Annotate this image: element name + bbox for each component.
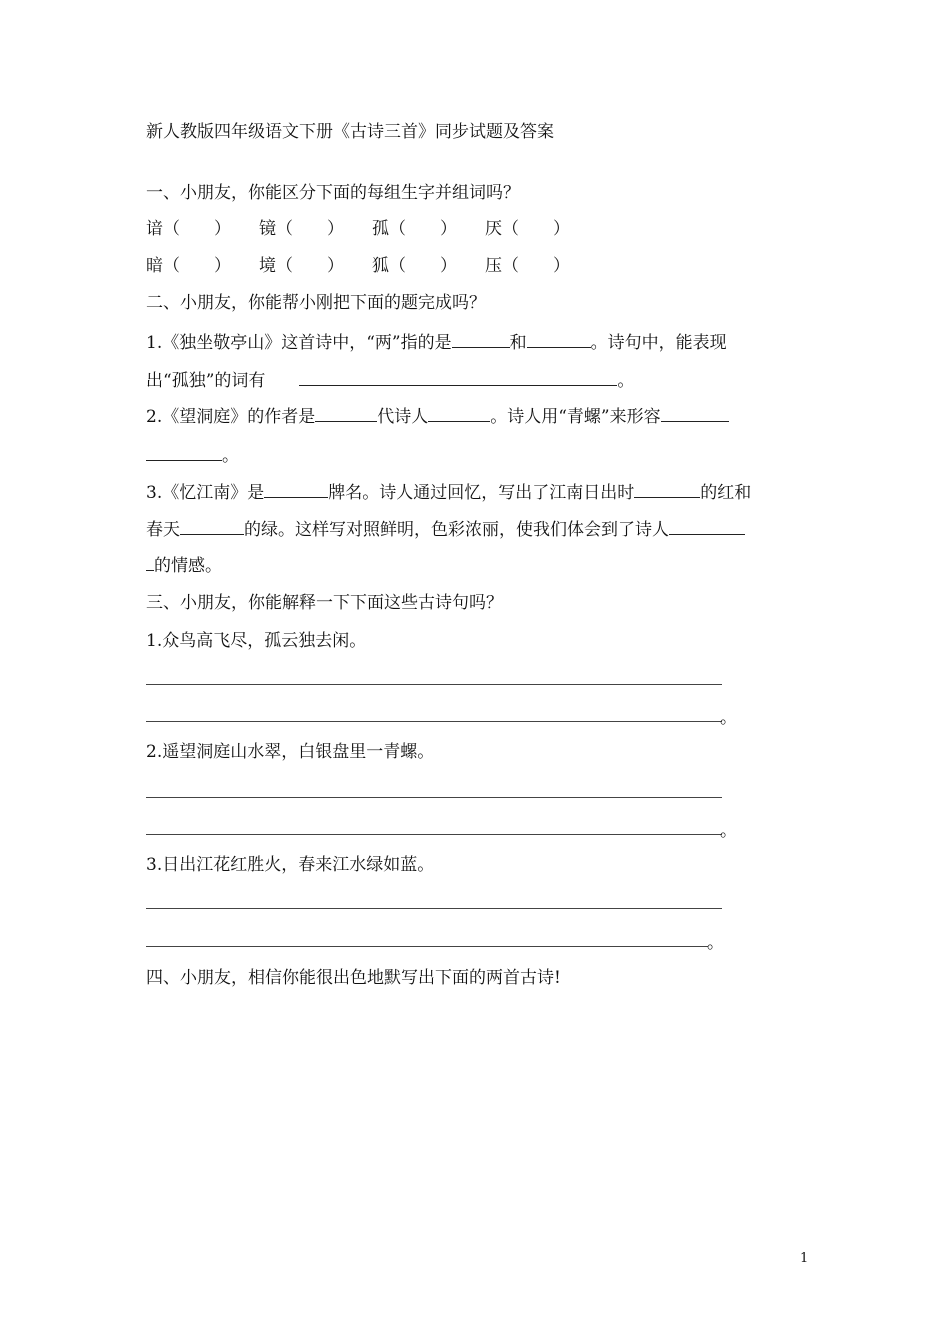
answer-rule[interactable]: [146, 721, 722, 722]
section-4-heading: 四、小朋友，相信你能很出色地默写出下面的两首古诗!: [146, 968, 561, 988]
char-item: 孤（ ）: [372, 219, 457, 239]
page-title: 新人教版四年级语文下册《古诗三首》同步试题及答案: [146, 122, 554, 142]
question-text: 的红和: [700, 483, 752, 503]
question-2-2-line-1: [146, 405, 729, 428]
question-2-2-line-2: [146, 444, 239, 467]
section-1-heading: 一、小朋友，你能区分下面的每组生字并组词吗？: [146, 183, 520, 203]
page-number: 1: [800, 1251, 809, 1266]
question-2-1-line-2: [146, 369, 634, 392]
poem-line-1: 1.众鸟高飞尽，孤云独去闲。: [146, 631, 367, 651]
question-2-3-line-2: [146, 518, 745, 541]
char-item: 暗（ ）: [146, 256, 231, 276]
period-mark: 。: [720, 821, 737, 841]
answer-rule[interactable]: [146, 797, 722, 798]
question-text: 牌名。诗人通过回忆，写出了江南日出时: [328, 483, 635, 503]
answer-blank[interactable]: [299, 369, 617, 386]
answer-blank[interactable]: [661, 405, 729, 422]
question-text: 代诗人: [377, 407, 429, 427]
answer-rule[interactable]: [146, 834, 722, 835]
char-item: 谙（ ）: [146, 219, 231, 239]
question-text: 。诗人用“青螺”来形容: [490, 407, 661, 427]
answer-blank[interactable]: [146, 554, 154, 571]
section-2-heading: 二、小朋友，你能帮小刚把下面的题完成吗？: [146, 293, 486, 313]
answer-blank[interactable]: [315, 405, 377, 422]
period-mark: 。: [707, 933, 724, 953]
answer-blank[interactable]: [180, 518, 244, 535]
answer-blank[interactable]: [146, 444, 222, 461]
question-text: 2.《望洞庭》的作者是: [146, 407, 316, 427]
question-text: 春天: [146, 520, 180, 540]
poem-line-2: 2.遥望洞庭山水翠，白银盘里一青螺。: [146, 742, 435, 762]
question-2-3-line-1: [146, 481, 751, 504]
question-text: 和: [509, 333, 527, 353]
question-text: 出“孤独”的词有: [146, 371, 266, 391]
char-item: 镜（ ）: [259, 219, 344, 239]
question-text: 的情感。: [154, 556, 222, 576]
char-item: 厌（ ）: [485, 219, 570, 239]
section-3-heading: 三、小朋友，你能解释一下下面这些古诗句吗？: [146, 593, 503, 613]
period-mark: 。: [720, 708, 737, 728]
poem-line-3: 3.日出江花红胜火，春来江水绿如蓝。: [146, 855, 435, 875]
answer-rule[interactable]: [146, 684, 722, 685]
question-text: 1.《独坐敬亭山》这首诗中，“两”指的是: [146, 333, 452, 353]
answer-rule[interactable]: [146, 946, 708, 947]
answer-blank[interactable]: [452, 331, 510, 348]
question-text: 。诗句中，能表现: [590, 333, 727, 353]
answer-blank[interactable]: [527, 331, 591, 348]
question-2-1-line-1: [146, 331, 727, 354]
answer-blank[interactable]: [264, 481, 328, 498]
answer-blank[interactable]: [669, 518, 745, 535]
char-item: 境（ ）: [259, 256, 344, 276]
answer-blank[interactable]: [634, 481, 700, 498]
char-item: 狐（ ）: [372, 256, 457, 276]
char-row-1: [146, 218, 570, 240]
char-item: 压（ ）: [485, 256, 570, 276]
answer-rule[interactable]: [146, 908, 722, 909]
question-text: 的绿。这样写对照鲜明，色彩浓丽，使我们体会到了诗人: [244, 520, 669, 540]
question-text: 。: [617, 371, 635, 391]
char-row-2: [146, 255, 570, 277]
question-2-3-line-3: [146, 554, 222, 577]
question-text: 3.《忆江南》是: [146, 483, 265, 503]
question-text: 。: [222, 446, 239, 466]
answer-blank[interactable]: [428, 405, 490, 422]
